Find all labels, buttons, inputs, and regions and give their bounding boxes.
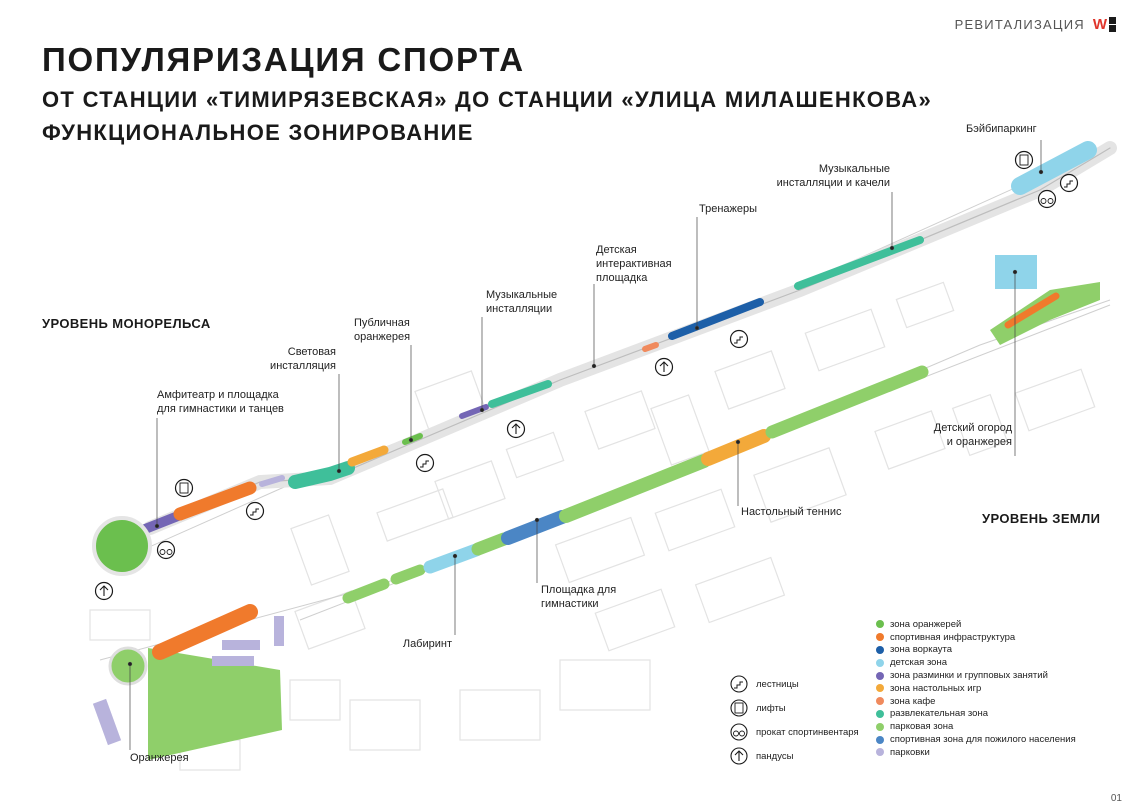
label-labyrinth: Лабиринт (402, 638, 452, 650)
legend-swatch (876, 736, 884, 744)
legend-item: зона оранжерей (876, 618, 1076, 631)
label-kids-interactive: Детская интерактивная площадка (596, 244, 672, 284)
legend-item: детская зона (876, 656, 1076, 669)
legend-swatch (876, 748, 884, 756)
page-number: 01 (1110, 793, 1122, 804)
label-table-tennis: Настольный теннис (741, 506, 842, 518)
icon-legend (730, 672, 859, 768)
legend-swatch (876, 620, 884, 628)
legend-item: зона воркаута (876, 644, 1076, 657)
legend-item: парковая зона (876, 720, 1076, 733)
legend-item: парковки (876, 746, 1076, 759)
elevator-icon (730, 699, 748, 717)
ramp-icon (96, 583, 113, 600)
bike-rental-icon (1039, 191, 1056, 208)
level-monorail-label: УРОВЕНЬ МОНОРЕЛЬСА (42, 316, 211, 331)
stairs-icon (730, 675, 748, 693)
legend-item: развлекательная зона (876, 708, 1076, 721)
ground-zones (348, 372, 922, 598)
label-light-installation: Световая инсталляция (270, 346, 336, 372)
label-music-swings: Музыкальные инсталляции и качели (776, 163, 890, 189)
kids-garden (990, 255, 1100, 345)
legend-swatch (876, 684, 884, 692)
legend-swatch (876, 633, 884, 641)
elevator-icon (1016, 152, 1033, 169)
legend-swatch (876, 710, 884, 718)
page-title: ПОПУЛЯРИЗАЦИЯ СПОРТА (42, 41, 525, 78)
level-ground-label: УРОВЕНЬ ЗЕМЛИ (982, 511, 1101, 526)
logo-letter: W (1092, 16, 1107, 33)
greenhouse-plot (93, 612, 284, 760)
monorail-track (150, 148, 1110, 528)
label-trainers: Тренажеры (699, 203, 758, 215)
legend-ramps: пандусы (730, 744, 859, 768)
stairs-icon (247, 503, 264, 520)
label-amphitheater: Амфитеатр и площадка для гимнастики и танцев (157, 389, 284, 415)
bike-rental-icon (158, 542, 175, 559)
stairs-icon (1061, 175, 1078, 192)
legend-swatch (876, 646, 884, 654)
page-subtitle-2: ФУНКЦИОНАЛЬНОЕ ЗОНИРОВАНИЕ (42, 120, 474, 145)
label-public-greenhouse: Публичная оранжерея (354, 317, 411, 343)
label-kids-garden: Детский огород и оранжерея (933, 422, 1012, 448)
stairs-icon (417, 455, 434, 472)
legend-item: зона настольных игр (876, 682, 1076, 695)
legend-rental: прокат спортинвентаря (730, 720, 859, 744)
ramp-icon (730, 747, 748, 765)
legend-item: зона кафе (876, 695, 1076, 708)
legend-item: зона разминки и групповых занятий (876, 669, 1076, 682)
legend-swatch (876, 672, 884, 680)
section-label: РЕВИТАЛИЗАЦИЯ (954, 17, 1085, 32)
label-music-installations: Музыкальные инсталляции (486, 289, 558, 315)
legend-elevators: лифты (730, 696, 859, 720)
label-gym-area: Площадка для гимнастики (541, 584, 617, 610)
legend-item: спортивная инфраструктура (876, 631, 1076, 644)
ramp-icon (508, 421, 525, 438)
roundabout-monorail (94, 518, 150, 574)
ramp-icon (656, 359, 673, 376)
legend-swatch (876, 697, 884, 705)
zone-legend (876, 618, 1076, 759)
label-baby-parking: Бэйбипаркинг (966, 123, 1037, 135)
bike-rental-icon (730, 723, 748, 741)
legend-item: спортивная зона для пожилого населения (876, 733, 1076, 746)
legend-stairs: лестницы (730, 672, 859, 696)
elevator-icon (176, 480, 193, 497)
stairs-icon (731, 331, 748, 348)
legend-swatch (876, 659, 884, 667)
page-subtitle: ОТ СТАНЦИИ «ТИМИРЯЗЕВСКАЯ» ДО СТАНЦИИ «УЛИЦА МИЛАШЕНКОВА» (42, 87, 933, 112)
label-greenhouse: Оранжерея (130, 752, 189, 764)
legend-swatch (876, 723, 884, 731)
